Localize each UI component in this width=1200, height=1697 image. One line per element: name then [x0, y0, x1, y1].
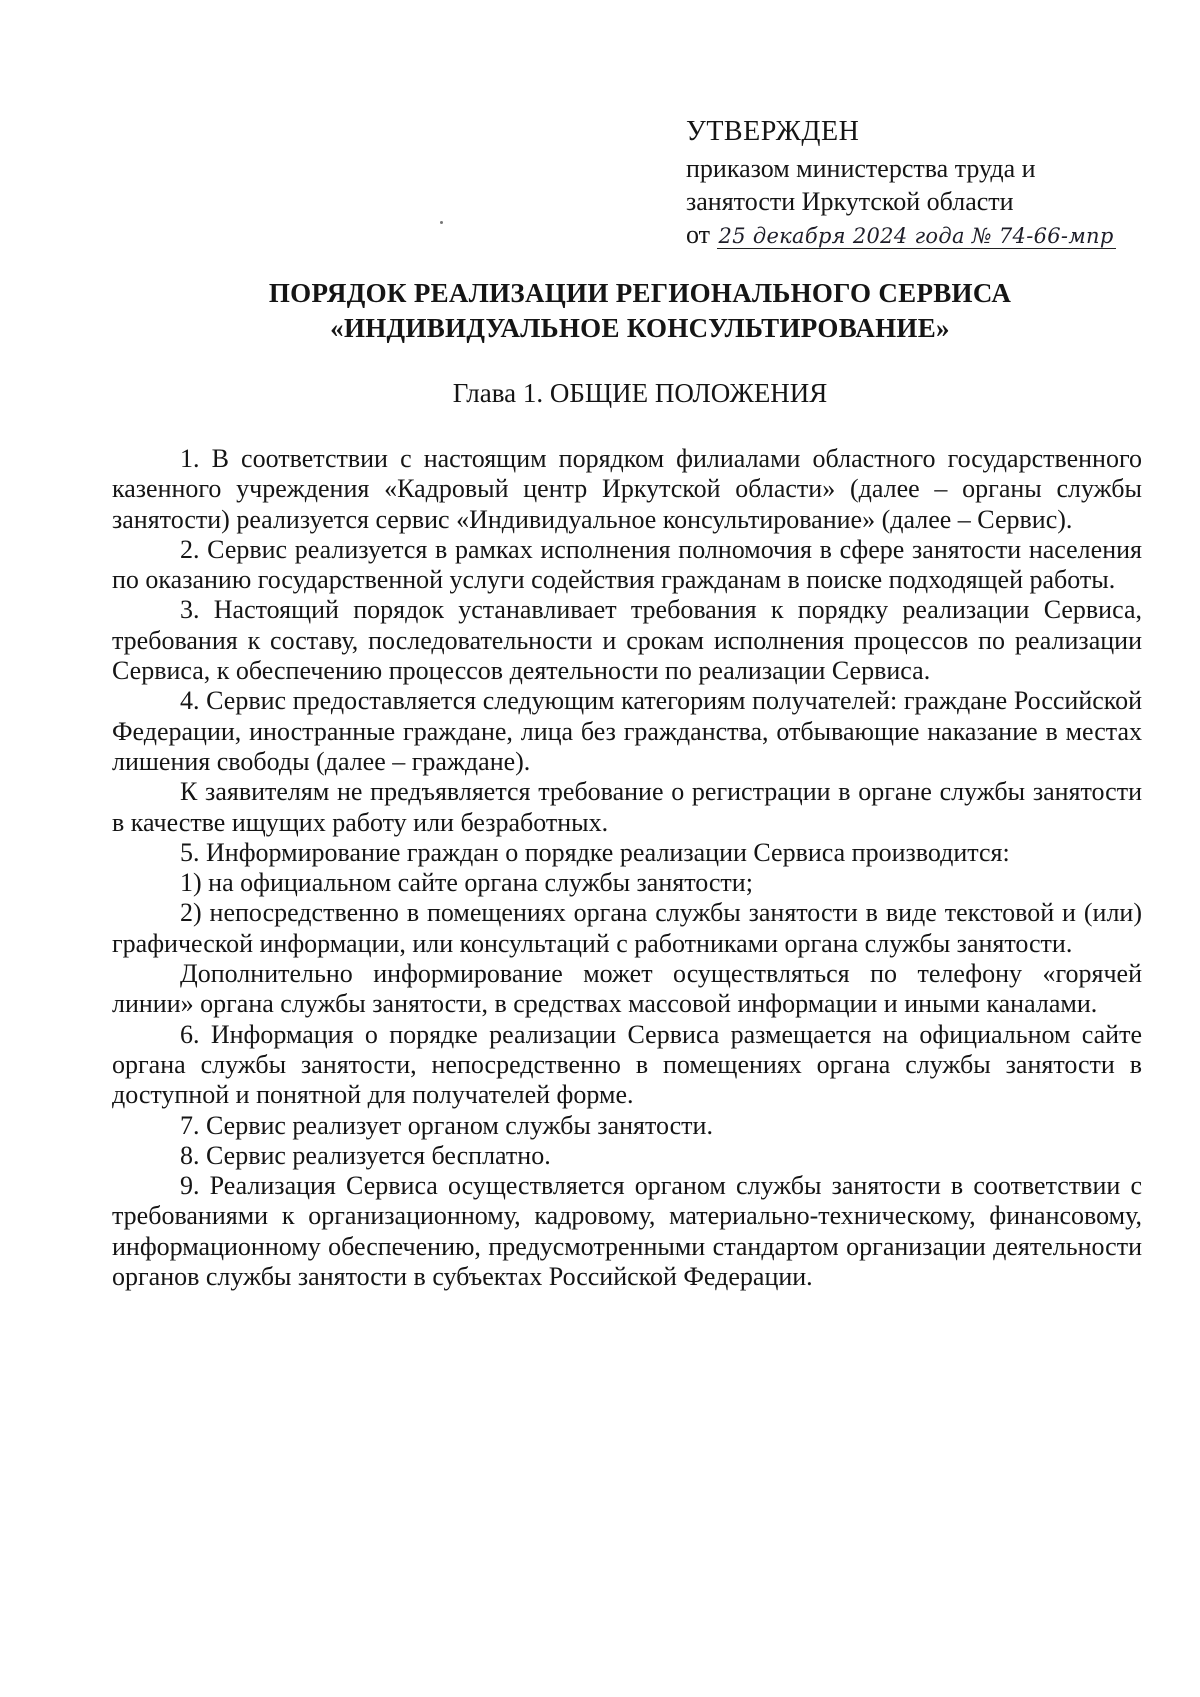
approval-line-1: приказом министерства труда и: [686, 154, 1036, 183]
paragraph: 7. Сервис реализует органом службы занятости.: [180, 1110, 713, 1140]
paragraph: 4. Сервис предоставляется следующим категориям получателей: граждане Российской Федерации, иностранные граждане, лица без гражданства, отбывающие наказание в местах лишения свободы (далее – граждане).: [112, 686, 1142, 776]
approval-date-line: [686, 218, 1156, 253]
title-line-1: ПОРЯДОК РЕАЛИЗАЦИИ РЕГИОНАЛЬНОГО СЕРВИСА: [268, 278, 1012, 308]
paragraph: Дополнительно информирование может осуществляться по телефону «горячей линии» органа службы занятости, в средствах массовой информации и иными каналами.: [112, 959, 1142, 1019]
document-title: [120, 276, 1160, 346]
approval-line-2: занятости Иркутской области: [686, 187, 1014, 216]
paragraph: 2) непосредственно в помещениях органа службы занятости в виде текстовой и (или) графической информации, или консультаций с работниками органа службы занятости.: [112, 898, 1142, 958]
paragraph: 6. Информация о порядке реализации Сервиса размещается на официальном сайте органа службы занятости, непосредственно в помещениях органа службы занятости в доступной и понятной для получателей форме.: [112, 1019, 1142, 1110]
paragraph: 1) на официальном сайте органа службы занятости;: [180, 868, 753, 898]
title-line-2: «ИНДИВИДУАЛЬНОЕ КОНСУЛЬТИРОВАНИЕ»: [330, 313, 950, 343]
paragraph: 3. Настоящий порядок устанавливает требования к порядку реализации Сервиса, требования к составу, последовательности и срокам исполнения процессов по реализации Сервиса, к обеспечению процессов деятельности по реализации Сервиса.: [112, 595, 1142, 686]
approval-from-prefix: от: [686, 220, 711, 249]
approval-heading: УТВЕРЖДЕН: [686, 116, 860, 147]
scan-speck: [440, 221, 443, 224]
paragraph: 5. Информирование граждан о порядке реализации Сервиса производится:: [180, 837, 1010, 867]
chapter-heading: Глава 1. ОБЩИЕ ПОЛОЖЕНИЯ: [452, 378, 828, 408]
paragraph: 1. В соответствии с настоящим порядком филиалами областного государственного казенного учреждения «Кадровый центр Иркутской области» (далее – органы службы занятости) реализуется сервис «Индивидуальное консультирование» (далее – Сервис).: [112, 444, 1142, 534]
handwritten-date-number: 25 декабря 2024 года № 74-66-мпр: [718, 224, 1114, 248]
approval-block: [686, 112, 1156, 253]
paragraph: 8. Сервис реализуется бесплатно.: [180, 1140, 551, 1170]
paragraph: 2. Сервис реализуется в рамках исполнения полномочия в сфере занятости населения по оказанию государственной услуги содействия гражданам в поиске подходящей работы.: [112, 534, 1142, 595]
document-body: [112, 444, 1142, 1292]
paragraph: 9. Реализация Сервиса осуществляется органом службы занятости в соответствии с требованиями к организационному, кадровому, материально-техническому, финансовому, информационному обеспечению, предусмотренными стандартом организации деятельности органов службы занятости в субъектах Российской Федерации.: [112, 1171, 1142, 1292]
paragraph: К заявителям не предъявляется требование о регистрации в органе службы занятости в качестве ищущих работу или безработных.: [112, 777, 1142, 837]
